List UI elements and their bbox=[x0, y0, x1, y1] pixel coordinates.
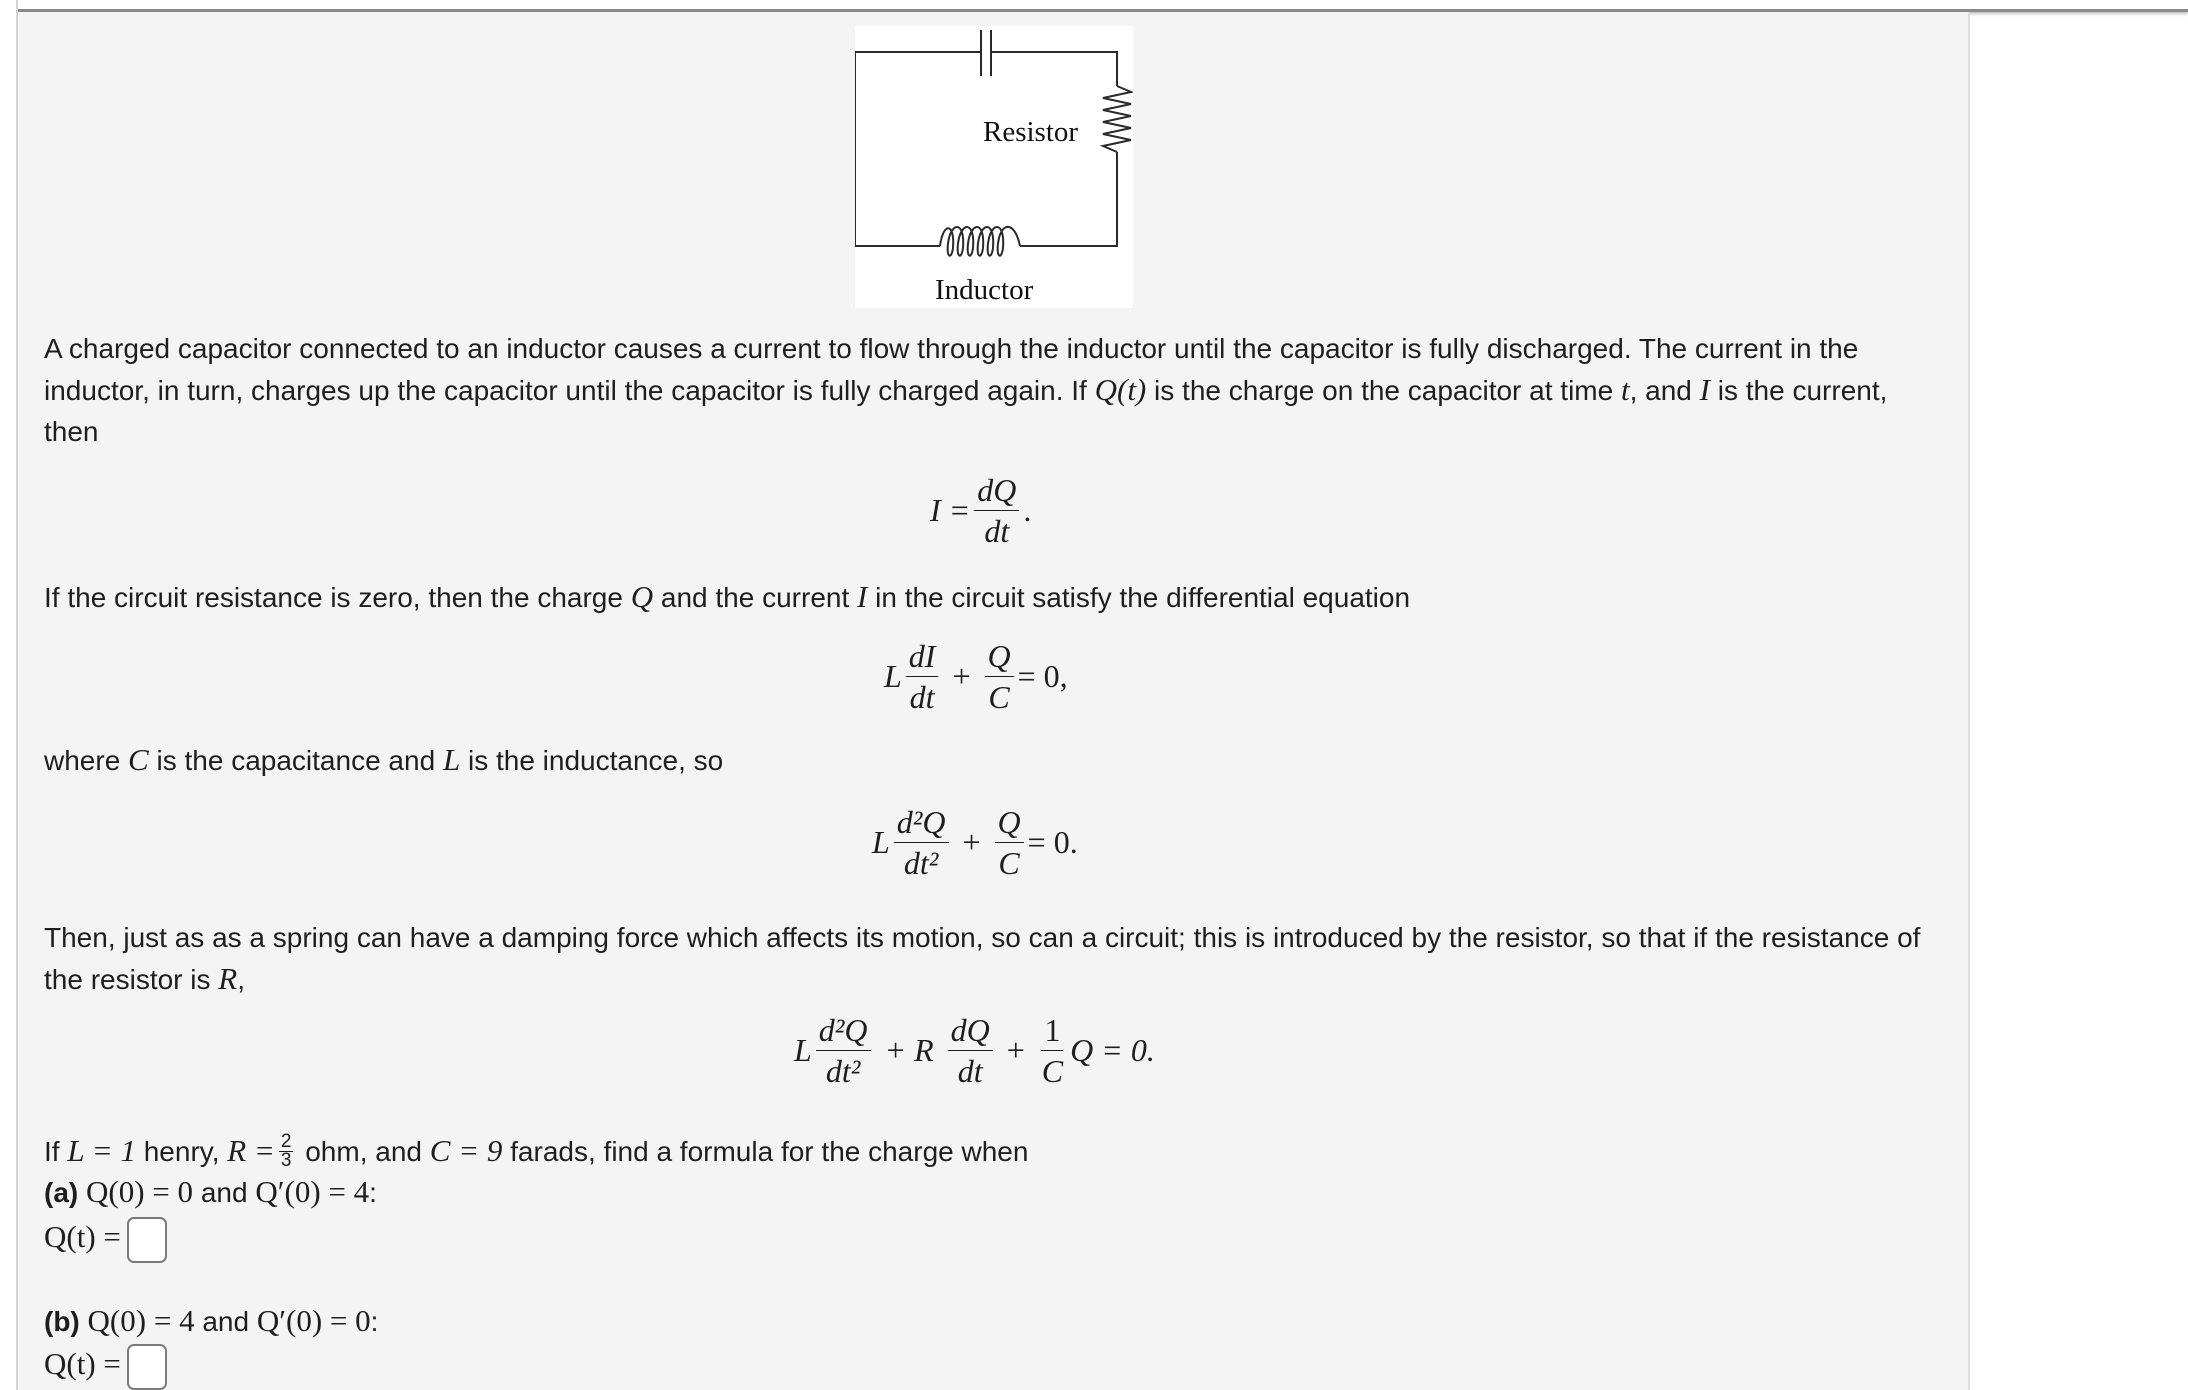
p4-text-1: Then, just as as a spring can have a damping force which affects its motion, so can a circuit; this is introduced by the resistor, so that if the resistance of the resistor is bbox=[44, 922, 1921, 995]
eq4-den-2: dt bbox=[957, 1053, 983, 1089]
eq3-den-2: C bbox=[998, 845, 1020, 881]
equation-rlc bbox=[794, 1012, 1155, 1089]
part-a-conditions bbox=[44, 1171, 1944, 1213]
p2-text-2: and the current bbox=[653, 582, 858, 613]
question-panel bbox=[18, 12, 1970, 1390]
eq3-fraction-1 bbox=[894, 804, 949, 881]
part-b-conditions bbox=[44, 1300, 1944, 1342]
eq3-tail: = 0. bbox=[1027, 824, 1078, 860]
part-a-answer-label: Q(t) = bbox=[44, 1219, 121, 1254]
capacitance-paragraph bbox=[44, 739, 1944, 781]
intro-paragraph bbox=[44, 328, 1944, 452]
given-math-l: L = 1 bbox=[67, 1133, 136, 1168]
eq3-fraction-2 bbox=[995, 804, 1024, 881]
part-a-colon: : bbox=[369, 1177, 377, 1208]
eq2-plus: + bbox=[952, 658, 971, 694]
eq4-num-3: 1 bbox=[1041, 1012, 1063, 1051]
part-a-answer-input[interactable] bbox=[127, 1217, 167, 1263]
p3-math-c: C bbox=[128, 742, 149, 777]
eq1-denominator: dt bbox=[984, 513, 1010, 549]
eq2-num-2: Q bbox=[985, 638, 1014, 677]
p2-text-1: If the circuit resistance is zero, then the charge bbox=[44, 582, 631, 613]
p4-text-2: , bbox=[237, 964, 245, 995]
intro-math-qt: Q(t) bbox=[1094, 372, 1147, 407]
part-b-math-1: Q(0) = 4 bbox=[87, 1303, 195, 1338]
eq4-num-2: dQ bbox=[948, 1012, 993, 1051]
damping-paragraph bbox=[44, 917, 1944, 1000]
part-a-answer-row bbox=[44, 1216, 1944, 1263]
right-wire bbox=[1020, 152, 1117, 246]
part-a-and: and bbox=[193, 1177, 256, 1208]
eq3-num-1: d²Q bbox=[894, 804, 949, 843]
given-r-den: 3 bbox=[280, 1150, 292, 1172]
part-b-answer-input[interactable] bbox=[127, 1344, 167, 1390]
eq1-tail: . bbox=[1023, 492, 1032, 528]
resistor-label: Resistor bbox=[983, 116, 1079, 148]
p2-math-q: Q bbox=[630, 579, 654, 614]
part-b-label: (b) bbox=[44, 1306, 80, 1337]
given-math-r: R = bbox=[227, 1133, 275, 1168]
top-right-wire bbox=[991, 52, 1117, 86]
eq2-num-1: dI bbox=[906, 638, 939, 677]
inductor-label: Inductor bbox=[935, 274, 1034, 306]
p3-math-l: L bbox=[442, 742, 461, 777]
given-math-c: C = 9 bbox=[429, 1133, 503, 1168]
given-text-1: If bbox=[44, 1136, 68, 1167]
equation-current bbox=[930, 472, 1031, 549]
eq2-den-2: C bbox=[988, 679, 1010, 715]
given-text-4: farads, find a formula for the charge when bbox=[502, 1136, 1029, 1167]
eq3-l: L bbox=[872, 824, 890, 860]
top-left-wire bbox=[855, 52, 981, 236]
eq1-lhs: I = bbox=[930, 492, 971, 528]
p2-text-3: in the circuit satisfy the differential equation bbox=[867, 582, 1411, 613]
p3-text-3: is the inductance, so bbox=[460, 745, 724, 776]
eq3-num-2: Q bbox=[995, 804, 1024, 843]
eq4-fraction-2 bbox=[948, 1012, 993, 1089]
eq3-plus: + bbox=[962, 824, 981, 860]
p2-math-i: I bbox=[857, 579, 868, 614]
eq2-fraction-2 bbox=[985, 638, 1014, 715]
eq4-fraction-3 bbox=[1039, 1012, 1066, 1089]
rlc-circuit-figure bbox=[855, 26, 1133, 308]
zero-resistance-paragraph bbox=[44, 576, 1944, 618]
eq2-tail: = 0, bbox=[1017, 658, 1068, 694]
eq3-den-1: dt² bbox=[903, 845, 939, 881]
eq4-den-1: dt² bbox=[825, 1053, 861, 1089]
eq2-fraction-1 bbox=[906, 638, 939, 715]
part-a-math-2: Q′(0) = 4 bbox=[255, 1174, 370, 1209]
equation-lc bbox=[884, 638, 1068, 715]
eq4-num-1: d²Q bbox=[816, 1012, 871, 1051]
intro-math-i: I bbox=[1699, 372, 1710, 407]
top-border bbox=[0, 0, 2188, 12]
eq4-fraction-1 bbox=[816, 1012, 871, 1089]
eq4-tail: Q = 0. bbox=[1070, 1032, 1155, 1068]
circuit-diagram bbox=[855, 26, 1133, 308]
intro-text-1: A charged capacitor connected to an inductor causes a current to flow through the inductor until the capacitor is fully discharged. The current in the inductor, in turn, charges up the capacitor until the capacitor is fully charged again. If bbox=[44, 333, 1859, 406]
resistor-zigzag bbox=[1103, 86, 1131, 152]
intro-text-4: is the current, then bbox=[44, 375, 1888, 447]
left-border bbox=[0, 0, 18, 1390]
eq2-den-1: dt bbox=[909, 679, 935, 715]
given-text-2: henry, bbox=[135, 1136, 228, 1167]
eq4-plus-r: + R bbox=[884, 1032, 934, 1068]
equation-second-order bbox=[872, 804, 1078, 881]
eq4-l: L bbox=[794, 1032, 812, 1068]
part-b-answer-label: Q(t) = bbox=[44, 1346, 121, 1381]
p3-text-2: is the capacitance and bbox=[148, 745, 443, 776]
p4-math-r: R bbox=[218, 961, 238, 996]
inductor-coil bbox=[940, 227, 1020, 256]
part-b-colon: : bbox=[370, 1306, 379, 1337]
eq2-l: L bbox=[884, 658, 902, 694]
given-values bbox=[44, 1130, 1944, 1172]
eq1-fraction bbox=[974, 472, 1019, 549]
given-r-fraction bbox=[279, 1133, 294, 1170]
part-a-label: (a) bbox=[44, 1177, 79, 1208]
part-b-math-2: Q′(0) = 0 bbox=[256, 1303, 371, 1338]
intro-text-2: is the charge on the capacitor at time bbox=[1146, 375, 1621, 406]
bottom-left-wire bbox=[855, 236, 940, 246]
eq4-den-3: C bbox=[1041, 1053, 1064, 1089]
given-r-num: 2 bbox=[280, 1131, 292, 1153]
p3-text-1: where bbox=[44, 745, 129, 776]
part-b-and: and bbox=[194, 1306, 257, 1337]
intro-math-t: t bbox=[1620, 372, 1630, 407]
eq4-plus: + bbox=[1006, 1032, 1025, 1068]
given-text-3: ohm, and bbox=[297, 1136, 430, 1167]
intro-text-3: , and bbox=[1629, 375, 1700, 406]
eq1-numerator: dQ bbox=[974, 472, 1019, 511]
part-a-math-1: Q(0) = 0 bbox=[86, 1174, 194, 1209]
part-b-answer-row bbox=[44, 1343, 1944, 1390]
